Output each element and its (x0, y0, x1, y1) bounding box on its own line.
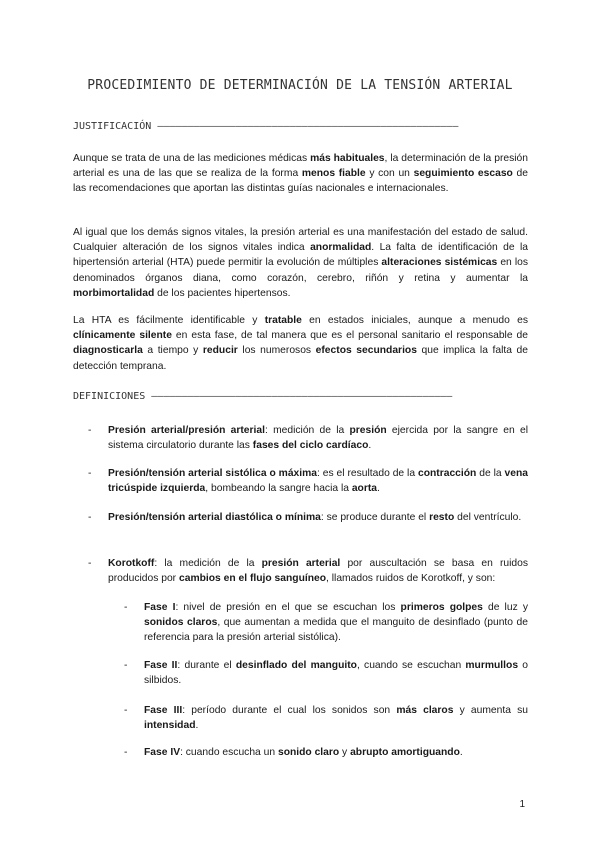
bold-term: Presión/tensión arterial diastólica o mínima (108, 512, 321, 523)
bullet-dash: - (124, 747, 128, 758)
text-run: : es el resultado de la (317, 468, 418, 479)
bold-term: resto (429, 512, 455, 523)
bold-term: fases del ciclo cardíaco (252, 440, 369, 452)
bold-term: murmullos (465, 660, 519, 671)
phase-text (144, 658, 528, 688)
bold-term: seguimiento escaso (413, 168, 513, 180)
heading-text: JUSTIFICACIÓN (73, 121, 152, 132)
text-run: en estados iniciales, aunque a menudo es (301, 315, 528, 326)
text-run: y con un (365, 168, 414, 180)
paragraph (73, 313, 528, 374)
bold-term: sonidos claros (144, 617, 218, 629)
text-run: . (368, 440, 372, 452)
section-heading-definiciones (73, 391, 452, 402)
bold-term: cambios en el flujo sanguíneo (178, 573, 327, 585)
text-run: Al igual que los demás signos vitales, la presión arterial es una manifestación del estado de salud. Cualquier alteración de los signos vitales indica (73, 227, 528, 254)
bold-term: Fase IV (144, 747, 181, 758)
text-run: y (339, 747, 351, 758)
bold-term: primeros golpes (400, 602, 483, 613)
phase-text (144, 600, 528, 646)
bold-term: intensidad (144, 720, 196, 732)
heading-rule: –––––––––––––––––––––––––––––––––––––––––––––––––– (151, 391, 453, 402)
text-run: . La falta de identificación de la hipertensión arterial (HTA) puede permitir la evolución de múltiples (73, 242, 528, 269)
bold-term: más habituales (310, 153, 385, 164)
bold-term: reducir (202, 345, 238, 357)
text-run: : medición de la (264, 425, 350, 436)
text-run: La HTA es fácilmente identificable y (73, 315, 265, 326)
bold-term: tratable (264, 315, 302, 326)
phase-item (124, 745, 528, 760)
text-run: , cuando se escuchan (356, 660, 466, 671)
bold-term: clínicamente silente (73, 330, 172, 342)
text-run: , que aumentan a medida que el manguito de desinflado (punto de referencia para la presión arterial sistólica). (144, 617, 528, 644)
bold-term: morbimortalidad (73, 287, 155, 299)
heading-text: DEFINICIONES (73, 391, 146, 402)
definition-item (88, 466, 528, 496)
bold-term: contracción (417, 468, 477, 479)
definition-item (88, 510, 528, 525)
text-run: : cuando escucha un (180, 747, 278, 758)
text-run: Aunque se trata de una de las mediciones médicas (73, 153, 311, 164)
text-run: de la (476, 468, 505, 479)
heading-rule: –––––––––––––––––––––––––––––––––––––––––––––––––– (157, 121, 459, 132)
phase-text (144, 703, 528, 733)
page-number: 1 (519, 799, 525, 810)
phase-item (124, 658, 528, 688)
bold-term: Fase II (144, 660, 178, 671)
bullet-dash: - (124, 705, 128, 716)
bullet-dash: - (88, 468, 92, 479)
text-run: , llamados ruidos de Korotkoff, y son: (326, 573, 496, 585)
text-run: : durante el (177, 660, 236, 671)
text-run: , la determinación de la presión arterial es una de las que se realiza de la forma (73, 153, 528, 180)
text-run: del ventrículo. (454, 512, 522, 523)
bold-term: sonido claro (277, 747, 340, 758)
text-run: : nivel de presión en el que se escuchan los (175, 602, 401, 613)
text-run: : período durante el cual los sonidos son (182, 705, 397, 716)
bold-term: alteraciones sistémicas (381, 257, 498, 269)
bold-term: abrupto amortiguando (350, 747, 460, 758)
section-heading-justificacion (73, 121, 458, 132)
page-title: PROCEDIMIENTO DE DETERMINACIÓN DE LA TENSIÓN ARTERIAL (87, 78, 513, 93)
definition-item (88, 556, 528, 586)
phase-item (124, 600, 528, 646)
text-run: en esta fase, de tal manera que es el personal sanitario el responsable de (171, 330, 528, 342)
text-run: los numerosos (237, 345, 316, 357)
bold-term: Korotkoff (108, 558, 155, 569)
bold-term: menos fiable (301, 168, 366, 180)
paragraph (73, 225, 528, 301)
text-run: o silbidos. (144, 660, 528, 687)
text-run: por auscultación se basa en ruidos producidos por (108, 558, 528, 585)
text-run: de las recomendaciones que aportan las distintas guías nacionales e internacionales. (73, 168, 528, 195)
bold-term: Fase III (144, 705, 183, 716)
definition-text (108, 556, 528, 586)
text-run: : se produce durante el (320, 512, 430, 523)
phase-item (124, 703, 528, 733)
text-run: en los denominados órganos diana, como corazón, cerebro, riñón y retina y aumentar la (73, 257, 529, 284)
definition-text (108, 466, 528, 496)
text-run: y aumenta su (453, 705, 528, 716)
bullet-dash: - (88, 512, 92, 523)
text-run: a tiempo y (142, 345, 203, 357)
bold-term: efectos secundarios (315, 345, 417, 357)
paragraph (73, 151, 528, 197)
text-run: . (459, 747, 463, 758)
definition-item (88, 423, 528, 453)
text-run: que implica la falta de detección temprana. (73, 345, 528, 372)
bold-term: anormalidad (310, 242, 372, 254)
text-run: : la medición de la (154, 558, 262, 569)
phase-text (144, 745, 528, 760)
bullet-dash: - (124, 660, 128, 671)
definition-text (108, 423, 528, 453)
bold-term: más claros (396, 705, 454, 716)
bold-term: diagnosticarla (73, 345, 143, 357)
bold-term: Fase I (144, 602, 176, 613)
bold-term: Presión/tensión arterial sistólica o máxima (108, 468, 318, 479)
bullet-dash: - (124, 602, 128, 613)
text-run: . (195, 720, 199, 732)
text-run: . (377, 483, 380, 495)
text-run: de luz y (482, 602, 528, 613)
bold-term: aorta (351, 483, 378, 495)
bullet-dash: - (88, 558, 92, 569)
text-run: de los pacientes hipertensos. (154, 287, 291, 299)
text-run: ejercida por la sangre en el sistema circulatorio durante las (108, 425, 528, 452)
bold-term: presión arterial (261, 558, 341, 569)
bullet-dash: - (88, 425, 92, 436)
bold-term: vena tricúspide izquierda (108, 468, 528, 495)
bold-term: Presión arterial/presión arterial (108, 425, 265, 436)
bold-term: presión (349, 425, 387, 436)
definition-text (108, 510, 528, 525)
text-run: , bombeando la sangre hacia la (205, 483, 352, 495)
bold-term: desinflado del manguito (235, 660, 357, 671)
